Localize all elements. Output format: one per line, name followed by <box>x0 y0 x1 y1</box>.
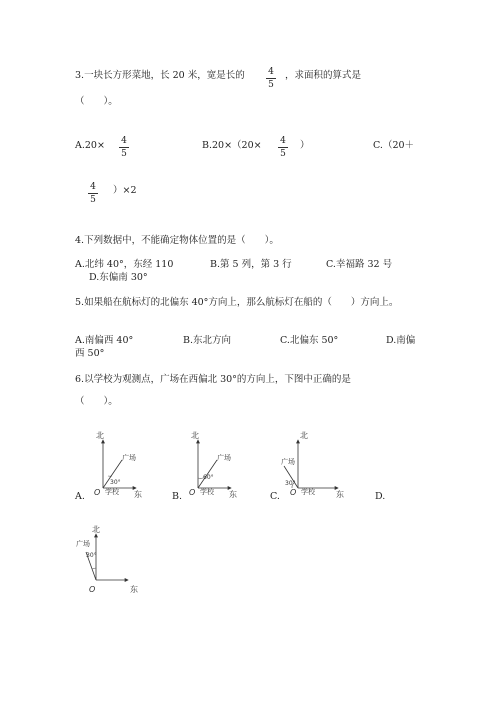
square-label: 广场 <box>76 540 90 548</box>
east-label: 东 <box>336 490 344 499</box>
north-label: 北 <box>92 525 100 534</box>
square-label: 广场 <box>122 454 136 462</box>
school-label: 学校 <box>105 488 119 496</box>
q5-option-a: A.南偏西 40° <box>75 335 134 346</box>
q3-option-b-suffix: ） <box>300 140 310 151</box>
school-label: 学校 <box>200 488 214 496</box>
east-label: 东 <box>130 585 138 594</box>
north-label: 北 <box>96 431 104 440</box>
q4-option-d: D.东偏南 30° <box>89 272 148 283</box>
origin-label: O <box>290 488 297 497</box>
q3-option-c-suffix: ）×2 <box>113 185 137 196</box>
origin-label: O <box>89 585 96 594</box>
q3-option-a: A.20× <box>75 140 105 151</box>
q4-option-a: A.北纬 40°，东经 110 <box>75 259 174 270</box>
angle-label: 30° <box>86 552 97 559</box>
diagram-a <box>94 430 142 499</box>
school-label: 学校 <box>301 488 315 496</box>
q3-stem-suffix: ，求面积的算式是 <box>285 70 362 81</box>
q5-option-c: C.北偏东 50° <box>280 335 339 346</box>
q3-fraction-1: 4 5 <box>266 67 276 90</box>
q3-fraction-a: 4 5 <box>119 136 129 159</box>
q4-option-b: B.第 5 列，第 3 行 <box>210 259 292 270</box>
north-label: 北 <box>191 431 199 440</box>
east-label: 东 <box>229 490 237 499</box>
diagram-d <box>76 524 138 594</box>
q5-option-b: B.东北方向 <box>183 335 232 346</box>
diagram-b <box>189 430 237 499</box>
angle-label: 30° <box>110 479 121 486</box>
north-label: 北 <box>300 431 308 440</box>
q3-stem-prefix: 3.一块长方形菜地，长 20 米，宽是长的 <box>75 70 245 81</box>
q3-option-c: C.（20＋ <box>373 140 415 151</box>
angle-label: 30° <box>285 480 296 487</box>
q5-option-d-cont: 西 50° <box>75 348 105 359</box>
q3-fraction-c: 4 5 <box>88 182 98 205</box>
q3-fraction-b: 4 5 <box>278 136 288 159</box>
square-label: 广场 <box>281 458 295 466</box>
q4-option-c: C.幸福路 32 号 <box>326 259 393 270</box>
east-label: 东 <box>134 490 142 499</box>
origin-label: O <box>189 488 196 497</box>
square-label: 广场 <box>217 454 231 462</box>
q6-option-c-label: C. <box>270 491 280 502</box>
q3-answer-blank: （ ）。 <box>75 96 118 107</box>
q5-option-d: D.南偏 <box>386 335 416 346</box>
q6-option-b-label: B. <box>172 491 183 502</box>
q6-option-d-label: D. <box>375 491 386 502</box>
q4-stem: 4.下列数据中，不能确定物体位置的是（ ）。 <box>75 235 279 246</box>
q6-option-a-label: A. <box>75 491 85 502</box>
q3-option-b: B.20×（20× <box>202 140 262 151</box>
q6-answer-blank: （ ）。 <box>75 396 118 407</box>
q5-stem: 5.如果船在航标灯的北偏东 40°方向上，那么航标灯在船的（ ）方向上。 <box>75 297 399 308</box>
angle-label: 60° <box>203 474 214 481</box>
diagram-c <box>281 430 344 499</box>
origin-label: O <box>94 488 101 497</box>
q6-stem: 6.以学校为观测点，广场在西偏北 30°的方向上，下图中正确的是 <box>75 374 351 385</box>
